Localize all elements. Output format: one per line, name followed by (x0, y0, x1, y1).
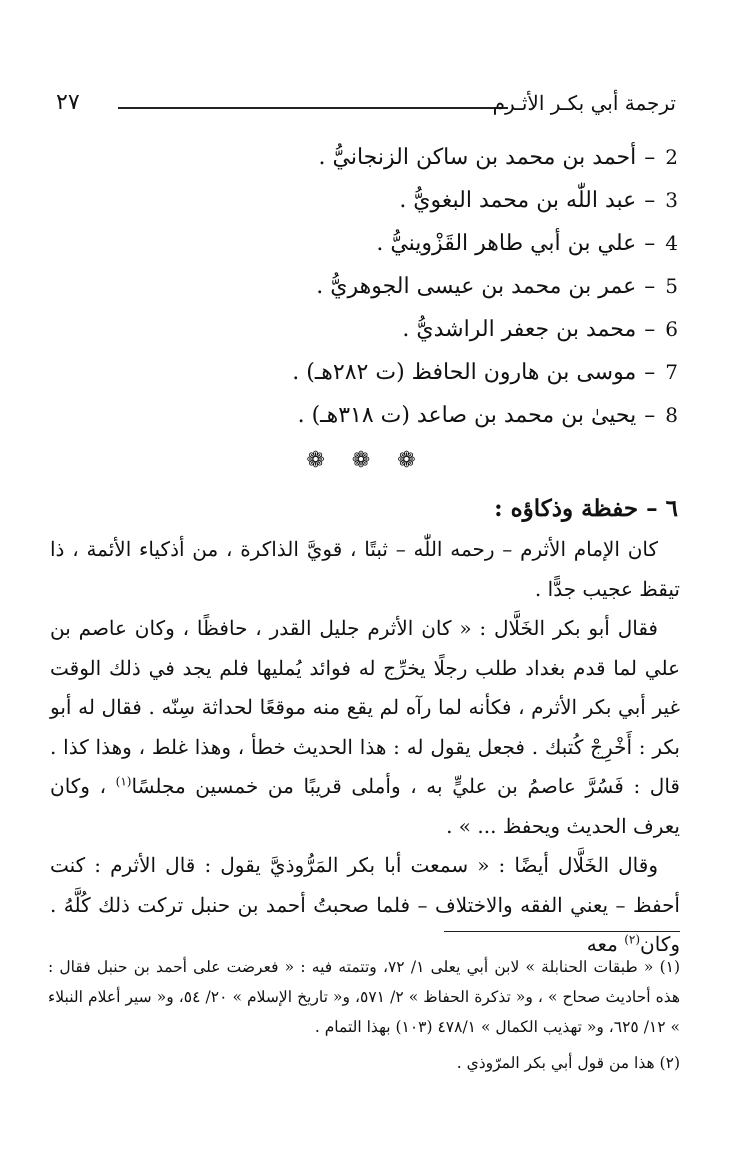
section-heading: ٦ – حفظة وذكاؤه : (494, 495, 678, 522)
list-item (118, 308, 678, 351)
list-item (118, 265, 678, 308)
list-item-dash: – (644, 360, 656, 385)
footnote-ref-2[interactable]: (٢) (624, 932, 641, 947)
list-item-dash: – (644, 145, 656, 170)
students-list (118, 136, 678, 437)
list-item-dash: – (644, 188, 656, 213)
paragraph-3 (50, 846, 680, 965)
running-title: ترجمة أبي بكـر الأثـرم (492, 91, 676, 115)
list-item-name: موسى بن هارون الحافظ (ت ٢٨٢هـ) . (292, 360, 637, 385)
list-item-number: 8 (665, 403, 678, 427)
footnote-ref-1[interactable]: (١) (115, 774, 132, 789)
list-item-number: 5 (665, 274, 678, 298)
list-item-number: 3 (665, 188, 678, 212)
header-rule (118, 107, 508, 109)
list-item-dash: – (644, 403, 656, 428)
list-item (118, 179, 678, 222)
list-item-number: 6 (665, 317, 678, 341)
list-item-name: عمر بن محمد بن عيسى الجوهريُّ . (316, 274, 637, 299)
list-item-name: علي بن أبي طاهر القَزْوينيُّ . (376, 231, 637, 256)
list-item-name: أحمد بن محمد بن ساكن الزنجانيُّ . (318, 145, 637, 170)
list-item (118, 394, 678, 437)
body-text (50, 530, 680, 965)
paragraph-1: كان الإمام الأثرم – رحمه اللّٰه – ثبتًا ، قويَّ الذاكرة ، من أذكياء الأئمة ، ذا تيقظ عجيب جدًّا . (50, 537, 680, 601)
list-item-dash: – (644, 317, 656, 342)
section-separator: ❁ ❁ ❁ (306, 448, 426, 473)
list-item (118, 136, 678, 179)
list-item-name: يحيىٰ بن محمد بن صاعد (ت ٣١٨هـ) . (297, 403, 637, 428)
list-item (118, 222, 678, 265)
list-item-name: محمد بن جعفر الراشديُّ . (402, 317, 637, 342)
list-item-number: 7 (665, 360, 678, 384)
list-item-dash: – (644, 274, 656, 299)
paragraph-2-text-end: ، وكان يعرف الحديث ويحفظ ... » . (50, 774, 680, 838)
list-item-dash: – (644, 231, 656, 256)
list-item-number: 2 (665, 145, 678, 169)
list-item-number: 4 (665, 231, 678, 255)
footnotes (48, 952, 680, 1078)
footnote-1: (١) « طبقات الحنابلة » لابن أبي يعلى ١/ ٧٢، وتتمته فيه : « فعرضت على أحمد بن حنبل فقال : هذه أحاديث صحاح » ، و« تذكرة الحفاظ » ٢/ ٥٧١، و« تاريخ الإسلام » ٢٠/ ٥٤، و« سير أعلام النبلاء » ١٢/ ٦٢٥، و« تهذيب الكمال » ٤٧٨/١ (١٠٣) بهذا التمام . (48, 958, 681, 1036)
footnote-rule (444, 931, 680, 932)
paragraph-3-text: وقال الخَلَّال أيضًا : « سمعت أبا بكر المَرُّوذيَّ يقول : قال الأثرم : كنت أحفظ – يعني الفقه والاختلاف – فلما صحبتُ أحمد بن حنبل تركت ذلك كُلَّهُ . وكان (50, 853, 680, 956)
paragraph-3-text-end: معه (586, 932, 625, 956)
running-header (56, 88, 676, 122)
list-item-name: عبد اللّٰه بن محمد البغويُّ . (399, 188, 637, 213)
list-item (118, 351, 678, 394)
paragraph-2 (50, 609, 680, 846)
page-number: ٢٧ (56, 90, 80, 115)
footnote-2: (٢) هذا من قول أبي بكر المرّوذي . (456, 1054, 680, 1072)
paragraph-2-text: فقال أبو بكر الخَلَّال : « كان الأثرم جليل القدر ، حافظًا ، وكان عاصم بن علي لما قدم بغداد طلب رجلًا يخرِّج له فوائد يُمليها فلم يجد في ذلك الوقت غير أبي بكر الأثرم ، فكأنه لما رآه لم يقع منه موقعًا لحداثة سِنّه . فقال له أبو بكر : أَخْرِجْ كُتبك . فجعل يقول له : هذا الحديث خطأ ، وهذا غلط ، وهذا كذا . قال : فَسُرَّ عاصمُ بن عليٍّ به ، وأملى قريبًا من خمسين مجلسًا (50, 616, 680, 798)
